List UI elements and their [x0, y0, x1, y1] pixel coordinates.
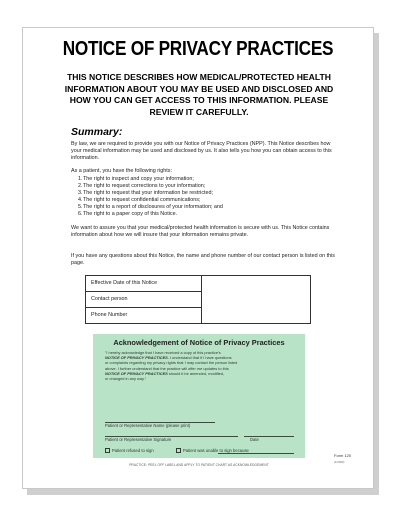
unable-label: Patient was unable to sign because	[183, 448, 249, 453]
rights-list-item: 1. The right to inspect and copy your information;	[78, 176, 194, 182]
form-date: (1/2003)	[334, 460, 345, 464]
footer-note: PRACTICE: PEEL OFF LABEL AND APPLY TO PATIENT CHART AS ACKNOWLEDGEMENT	[129, 463, 269, 467]
form-number-text: Form 120	[334, 453, 352, 458]
acknowledgement-label	[93, 334, 305, 458]
effective-date-row: Effective Date of this Notice	[86, 276, 201, 292]
rights-list-item: 5. The right to a report of disclosures of your information; and	[78, 203, 223, 210]
refused-checkbox[interactable]	[105, 448, 110, 453]
acknowledgement-text: "I hereby acknowledge that I have received a copy of this practice's NOTICE OF PRIVACY PRACTICES. I understand that if I have questions or complaints regarding my privacy rights that I may contact the person listed above. I further understand that the practice will offer me updates to this NOTICE OF PRIVACY PRACTICES should it be amended, modified, or changed in any way."	[105, 350, 238, 382]
refused-label: Patient refused to sign	[112, 448, 154, 453]
contact-table-label-column	[86, 276, 202, 323]
rights-list-item: 3. The right to request that your information be restricted;	[78, 189, 214, 196]
document-subtitle: THIS NOTICE DESCRIBES HOW MEDICAL/PROTECTED HEALTH INFORMATION ABOUT YOU MAY BE USED AND DISCLOSED AND HOW YOU CAN GET ACCESS TO THIS INFORMATION. PLEASE REVIEW IT CAREFULLY.	[64, 72, 334, 117]
questions-paragraph: If you have any questions about this Notice, the name and phone number of our contact person is listed on this page.	[71, 253, 336, 266]
document-title: NOTICE OF PRIVACY PRACTICES	[62, 38, 334, 60]
contact-table	[85, 275, 311, 324]
rights-list-item: 2. The right to request corrections to your information;	[78, 182, 206, 189]
name-label: Patient or Representative Name (please print)	[105, 423, 191, 428]
signature-label: Patient or Representative Signature	[105, 437, 172, 442]
unable-checkbox[interactable]	[176, 448, 181, 453]
unable-reason-line[interactable]	[218, 453, 294, 454]
summary-heading: Summary:	[71, 126, 123, 138]
summary-intro: By law, we are required to provide you with our Notice of Privacy Practices (NPP). This Notice describes how your medical information may be used and disclosed by us. It also tells you how you can obtain access to this information.	[71, 141, 332, 161]
form-number	[334, 453, 351, 465]
rights-list-item: 6. The right to a paper copy of this Notice.	[78, 210, 178, 217]
acknowledgement-title: Acknowledgement of Notice of Privacy Practices	[113, 338, 285, 347]
rights-list-item: 4. The right to request confidential communications;	[78, 196, 201, 203]
phone-number-row: Phone Number	[91, 312, 128, 318]
document-page	[22, 27, 374, 489]
date-label: Date	[250, 437, 259, 442]
contact-person-row: Contact person	[86, 292, 201, 308]
assurance-paragraph: We want to assure you that your medical/protected health information is secure with us. This Notice contains information about how we will insure that your information remains private.	[71, 225, 330, 238]
rights-list	[71, 176, 331, 217]
rights-intro: As a patient, you have the following rights:	[71, 168, 172, 174]
